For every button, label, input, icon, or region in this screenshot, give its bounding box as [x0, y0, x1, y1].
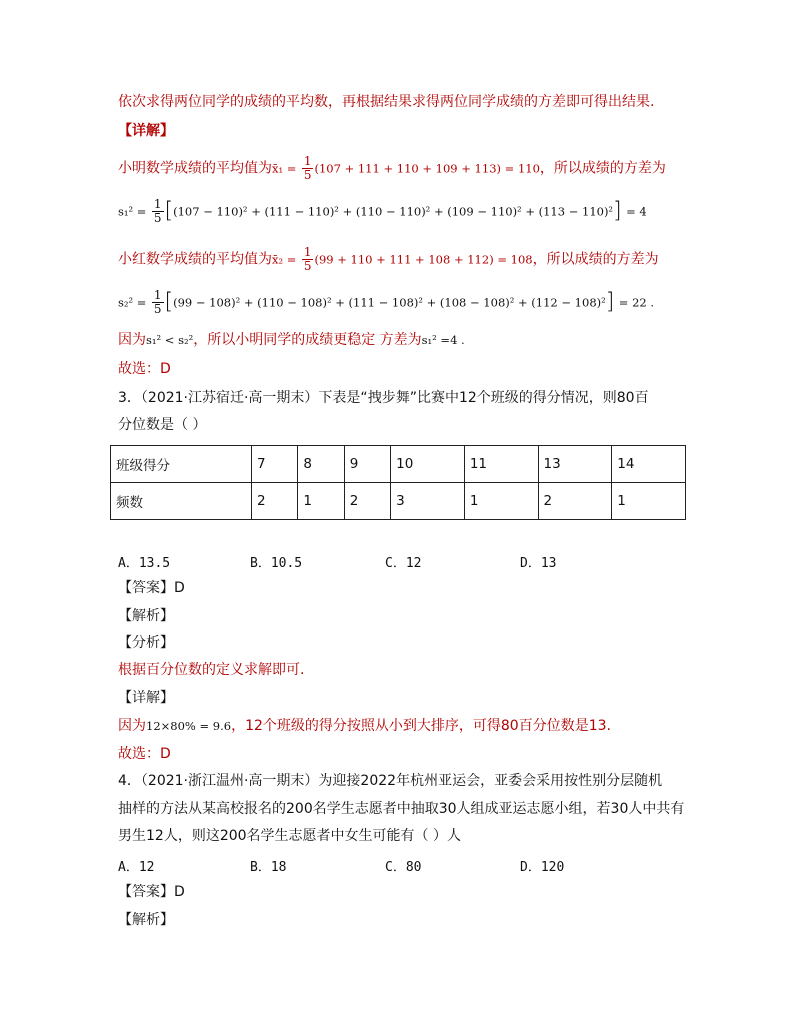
q2-detail-label: 【详解】 [118, 123, 174, 139]
q2-hong-suffix: ，所以成绩的方差为 [532, 251, 659, 268]
table-cell: 13 [538, 446, 612, 483]
table-cell: 2 [252, 483, 298, 520]
q3-fenxi-label: 【分析】 [118, 635, 174, 651]
q2-conclusion-mid: ，所以小明同学的成绩更稳定 方差为 [193, 332, 422, 348]
fraction: $\frac{1}{5}$ [303, 154, 312, 182]
q2-compare-expr: s₁² < s₂² [146, 333, 194, 347]
q3-detail-math: 12×80% = 9.6 [146, 719, 232, 733]
table-row [111, 446, 686, 483]
table-cell: 7 [252, 446, 298, 483]
q3-detail [118, 716, 611, 736]
q2-hong-var-expr: (99 − 108)² + (110 − 108)² + (111 − 108)² + (108 − 108)² + (112 − 108)² [173, 295, 606, 310]
q2-hong-mean-line [118, 246, 659, 273]
q3-option-d[interactable]: D．13 [520, 556, 557, 571]
table-cell: 1 [464, 483, 538, 520]
table-cell: 10 [391, 446, 465, 483]
q2-ming-var-lhs: s₁² = [118, 204, 147, 219]
table-cell-label: 班级得分 [111, 446, 252, 483]
q4-stem-line3: 男生12人，则这200名学生志愿者中女生可能有（ ）人 [118, 828, 461, 844]
fraction: $\frac{1}{5}$ [303, 245, 312, 273]
table-cell: 1 [298, 483, 344, 520]
q3-detail-prefix: 因为 [118, 718, 146, 734]
fraction: $\frac{1}{5}$ [153, 197, 162, 225]
q2-hong-var-line: s₂² = $\frac{1}{5}$ [(99 − 108)² + (110 − 108)² + (111 − 108)² + (108 − 108)² + (112 − 108)²] = 22 . [118, 288, 655, 316]
q2-ming-prefix: 小明数学成绩的平均值为 [118, 160, 272, 177]
table-cell: 2 [538, 483, 612, 520]
q4-stem-line2: 抽样的方法从某高校报名的200名学生志愿者中抽取30人组成亚运志愿小组，若30人中共有 [118, 801, 685, 817]
q4-option-c[interactable]: C．80 [385, 860, 422, 875]
table-cell: 9 [344, 446, 390, 483]
q3-stem-line2: 分位数是（ ） [118, 417, 207, 433]
q2-hint: 依次求得两位同学的成绩的平均数，再根据结果求得两位同学成绩的方差即可得出结果. [118, 94, 655, 110]
q3-stem-line1: 3．（2021·江苏宿迁·高一期末）下表是“拽步舞”比赛中12个班级的得分情况，则80百 [118, 390, 649, 406]
q3-detail-label: 【详解】 [118, 690, 174, 706]
q4-option-d[interactable]: D．120 [520, 860, 565, 875]
q2-ming-mean-lhs: x̄₁ = [272, 161, 297, 176]
q2-hong-mean-expr: (99 + 110 + 111 + 108 + 112) = 108 [314, 252, 533, 267]
q3-choice: 故选：D [118, 746, 171, 762]
q4-analysis-label: 【解析】 [118, 912, 174, 928]
q3-fenxi-text: 根据百分位数的定义求解即可. [118, 662, 305, 678]
q4-option-a[interactable]: A．12 [118, 860, 155, 875]
q2-hong-var-lhs: s₂² = [118, 295, 147, 310]
table-cell: 14 [612, 446, 686, 483]
q3-option-a[interactable]: A．13.5 [118, 556, 171, 571]
score-table [110, 445, 686, 520]
q2-ming-suffix: ，所以成绩的方差为 [539, 160, 666, 177]
q2-hong-mean-lhs: x̄₂ = [272, 252, 297, 267]
table-row [111, 483, 686, 520]
table-cell: 3 [391, 483, 465, 520]
table-cell: 11 [464, 446, 538, 483]
q2-hong-prefix: 小红数学成绩的平均值为 [118, 251, 272, 268]
q3-answer: 【答案】D [118, 580, 185, 596]
q2-conclusion [118, 330, 465, 350]
q3-analysis-label: 【解析】 [118, 608, 174, 624]
q3-option-c[interactable]: C．12 [385, 556, 422, 571]
table-cell: 2 [344, 483, 390, 520]
q4-answer: 【答案】D [118, 884, 185, 900]
q2-ming-var-line: s₁² = $\frac{1}{5}$ [(107 − 110)² + (111 − 110)² + (110 − 110)² + (109 − 110)² + (113 − 110)²] = 4 [118, 197, 647, 225]
table-cell: 8 [298, 446, 344, 483]
fraction: $\frac{1}{5}$ [153, 288, 162, 316]
q2-ming-mean-line [118, 155, 666, 182]
q2-ming-var-result: = 4 [626, 204, 647, 219]
q2-answer-choice: 故选：D [118, 361, 171, 377]
q4-option-b[interactable]: B．18 [250, 860, 287, 875]
q4-stem-line1: 4．（2021·浙江温州·高一期末）为迎接2022年杭州亚运会，亚委会采用按性别分层随机 [118, 773, 663, 789]
q3-detail-rest: ，12个班级的得分按照从小到大排序，可得80百分位数是13. [231, 718, 611, 734]
q2-conclusion-val: s₁² =4 . [421, 333, 465, 347]
q2-because: 因为 [118, 332, 146, 348]
table-cell: 1 [612, 483, 686, 520]
q2-ming-var-expr: (107 − 110)² + (111 − 110)² + (110 − 110)² + (109 − 110)² + (113 − 110)² [173, 204, 614, 219]
q3-option-b[interactable]: B．10.5 [250, 556, 303, 571]
q2-hong-var-result: = 22 . [618, 295, 655, 310]
q2-ming-mean-expr: (107 + 111 + 110 + 109 + 113) = 110 [314, 161, 540, 176]
table-cell-label: 频数 [111, 483, 252, 520]
